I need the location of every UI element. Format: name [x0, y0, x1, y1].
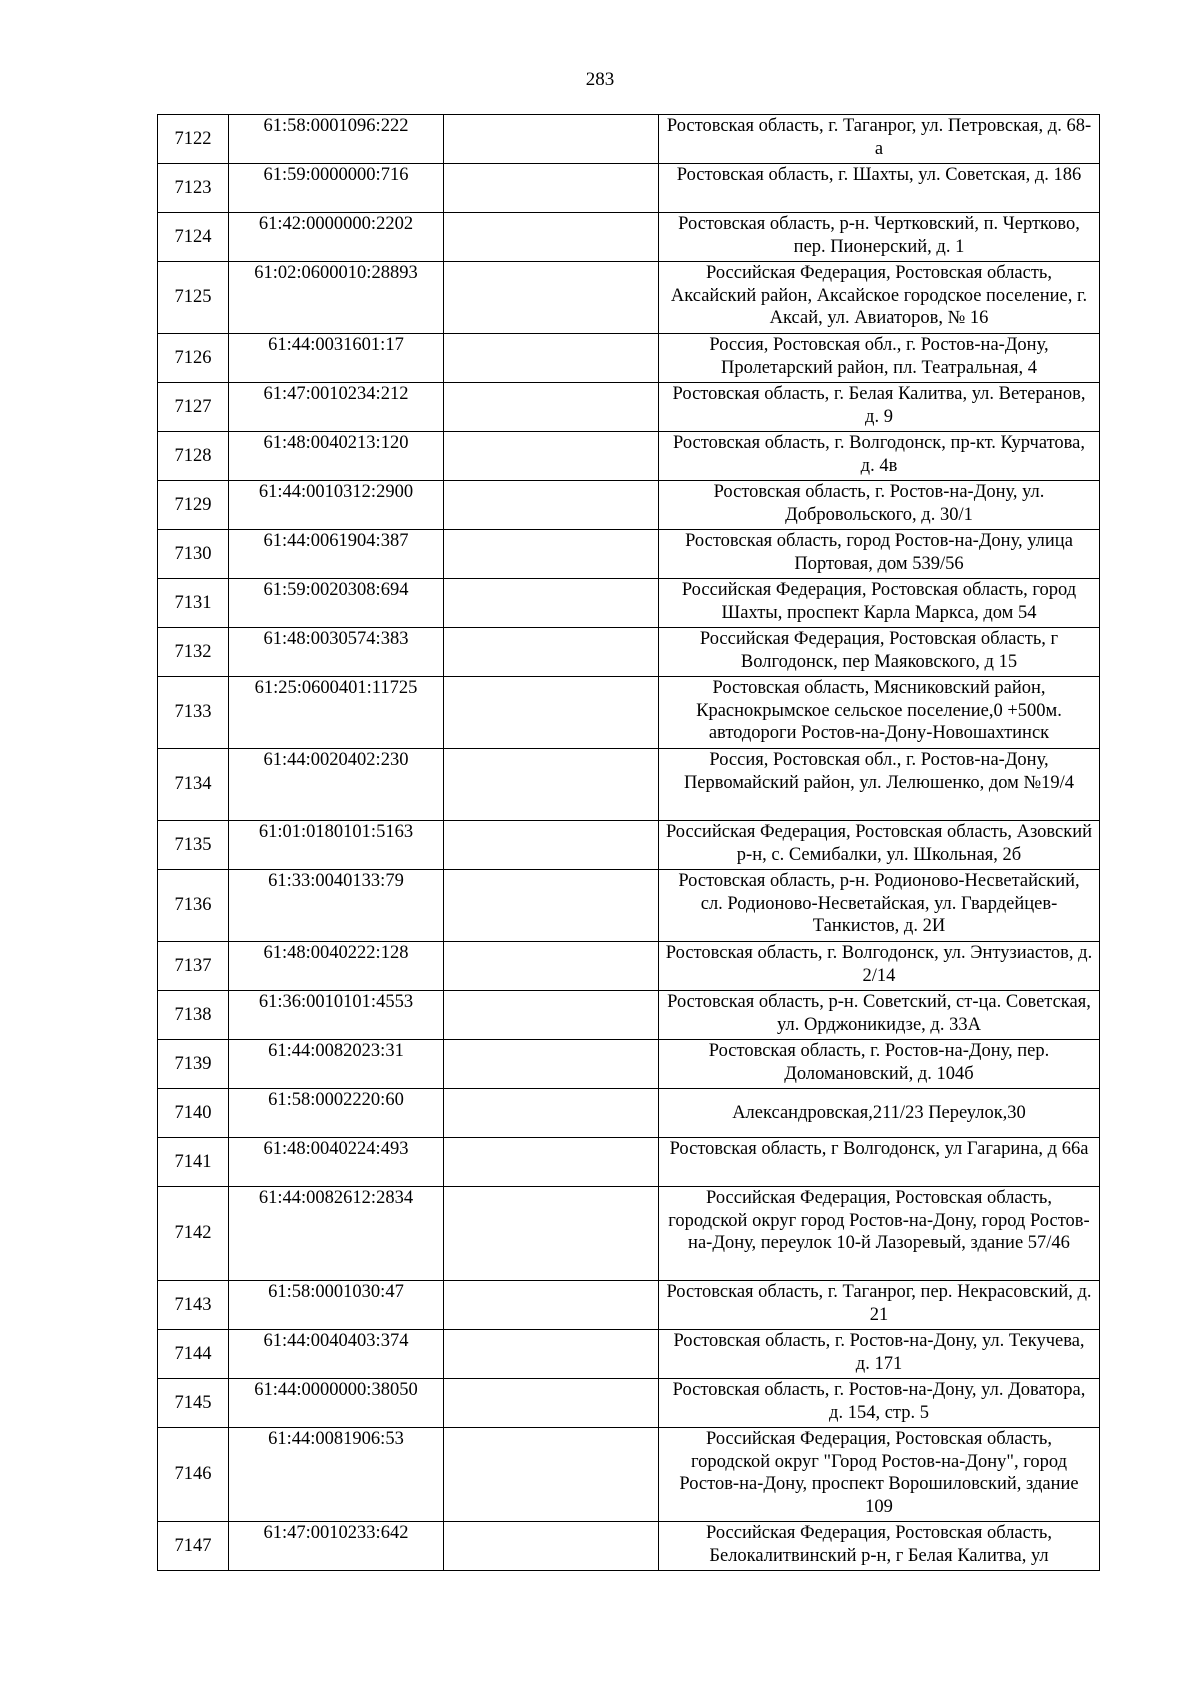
empty-cell	[444, 749, 659, 821]
table-row	[158, 530, 1100, 579]
address: Российская Федерация, Ростовская область, Азовский р-н, с. Семибалки, ул. Школьная, 2б	[659, 821, 1100, 870]
cadastral-number: 61:33:0040133:79	[229, 870, 444, 942]
empty-cell	[444, 677, 659, 749]
cadastral-number: 61:25:0600401:11725	[229, 677, 444, 749]
address: Российская Федерация, Ростовская область, Аксайский район, Аксайское городское поселение, г. Аксай, ул. Авиаторов, № 16	[659, 262, 1100, 334]
cadastral-number: 61:44:0081906:53	[229, 1428, 444, 1522]
cadastral-number: 61:44:0061904:387	[229, 530, 444, 579]
row-number: 7123	[158, 164, 229, 213]
property-registry-table	[157, 114, 1100, 1571]
cadastral-number: 61:48:0030574:383	[229, 628, 444, 677]
cadastral-number: 61:01:0180101:5163	[229, 821, 444, 870]
cadastral-number: 61:59:0000000:716	[229, 164, 444, 213]
table-row	[158, 1187, 1100, 1281]
table-row	[158, 1522, 1100, 1571]
table-row	[158, 1281, 1100, 1330]
row-number: 7126	[158, 334, 229, 383]
row-number: 7137	[158, 942, 229, 991]
table-row	[158, 821, 1100, 870]
address: Россия, Ростовская обл., г. Ростов-на-Дону, Пролетарский район, пл. Театральная, 4	[659, 334, 1100, 383]
table-row	[158, 432, 1100, 481]
empty-cell	[444, 628, 659, 677]
cadastral-number: 61:44:0000000:38050	[229, 1379, 444, 1428]
cadastral-number: 61:47:0010234:212	[229, 383, 444, 432]
empty-cell	[444, 991, 659, 1040]
table-row	[158, 115, 1100, 164]
cadastral-number: 61:47:0010233:642	[229, 1522, 444, 1571]
row-number: 7143	[158, 1281, 229, 1330]
row-number: 7134	[158, 749, 229, 821]
row-number: 7122	[158, 115, 229, 164]
table-row	[158, 677, 1100, 749]
table-row	[158, 334, 1100, 383]
row-number: 7129	[158, 481, 229, 530]
page-number: 283	[585, 69, 615, 90]
table-row	[158, 749, 1100, 821]
row-number: 7138	[158, 991, 229, 1040]
empty-cell	[444, 481, 659, 530]
row-number: 7127	[158, 383, 229, 432]
row-number: 7145	[158, 1379, 229, 1428]
cadastral-number: 61:44:0031601:17	[229, 334, 444, 383]
row-number: 7124	[158, 213, 229, 262]
address: Ростовская область, р-н. Чертковский, п. Чертково, пер. Пионерский, д. 1	[659, 213, 1100, 262]
row-number: 7142	[158, 1187, 229, 1281]
address: Россия, Ростовская обл., г. Ростов-на-Дону, Первомайский район, ул. Лелюшенко, дом №19/4	[659, 749, 1100, 821]
cadastral-number: 61:44:0020402:230	[229, 749, 444, 821]
table-row	[158, 991, 1100, 1040]
address: Российская Федерация, Ростовская область, городской округ "Город Ростов-на-Дону", город Ростов-на-Дону, проспект Ворошиловский, здание 109	[659, 1428, 1100, 1522]
empty-cell	[444, 383, 659, 432]
address: Российская Федерация, Ростовская область, городской округ город Ростов-на-Дону, город Ростов-на-Дону, переулок 10-й Лазоревый, здание 57/46	[659, 1187, 1100, 1281]
cadastral-number: 61:48:0040224:493	[229, 1138, 444, 1187]
cadastral-number: 61:36:0010101:4553	[229, 991, 444, 1040]
empty-cell	[444, 1379, 659, 1428]
row-number: 7132	[158, 628, 229, 677]
empty-cell	[444, 1089, 659, 1138]
empty-cell	[444, 164, 659, 213]
empty-cell	[444, 870, 659, 942]
row-number: 7147	[158, 1522, 229, 1571]
row-number: 7141	[158, 1138, 229, 1187]
address: Российская Федерация, Ростовская область, город Шахты, проспект Карла Маркса, дом 54	[659, 579, 1100, 628]
cadastral-number: 61:44:0040403:374	[229, 1330, 444, 1379]
address: Ростовская область, г Волгодонск, ул Гагарина, д 66а	[659, 1138, 1100, 1187]
table-row	[158, 262, 1100, 334]
row-number: 7139	[158, 1040, 229, 1089]
cadastral-number: 61:44:0082612:2834	[229, 1187, 444, 1281]
address: Ростовская область, г. Волгодонск, пр-кт. Курчатова, д. 4в	[659, 432, 1100, 481]
table-row	[158, 1330, 1100, 1379]
empty-cell	[444, 1281, 659, 1330]
table-row	[158, 164, 1100, 213]
row-number: 7135	[158, 821, 229, 870]
row-number: 7133	[158, 677, 229, 749]
table-row	[158, 579, 1100, 628]
row-number: 7131	[158, 579, 229, 628]
empty-cell	[444, 1428, 659, 1522]
address: Александровская,211/23 Переулок,30	[659, 1089, 1100, 1138]
cadastral-number: 61:58:0001096:222	[229, 115, 444, 164]
address: Ростовская область, г. Шахты, ул. Советская, д. 186	[659, 164, 1100, 213]
address: Ростовская область, г. Ростов-на-Дону, ул. Добровольского, д. 30/1	[659, 481, 1100, 530]
table-row	[158, 1138, 1100, 1187]
address: Ростовская область, Мясниковский район, Краснокрымское сельское поселение,0 +500м. автодороги Ростов-на-Дону-Новошахтинск	[659, 677, 1100, 749]
address: Ростовская область, р-н. Советский, ст-ца. Советская, ул. Орджоникидзе, д. 33А	[659, 991, 1100, 1040]
table-row	[158, 942, 1100, 991]
address: Ростовская область, г. Белая Калитва, ул. Ветеранов, д. 9	[659, 383, 1100, 432]
cadastral-number: 61:42:0000000:2202	[229, 213, 444, 262]
table-row	[158, 1040, 1100, 1089]
row-number: 7125	[158, 262, 229, 334]
address: Ростовская область, р-н. Родионово-Несветайский, сл. Родионово-Несветайская, ул. Гвардейцев-Танкистов, д. 2И	[659, 870, 1100, 942]
address: Ростовская область, г. Ростов-на-Дону, пер. Доломановский, д. 104б	[659, 1040, 1100, 1089]
row-number: 7144	[158, 1330, 229, 1379]
cadastral-number: 61:44:0082023:31	[229, 1040, 444, 1089]
address: Российская Федерация, Ростовская область, г Волгодонск, пер Маяковского, д 15	[659, 628, 1100, 677]
cadastral-number: 61:02:0600010:28893	[229, 262, 444, 334]
cadastral-number: 61:58:0002220:60	[229, 1089, 444, 1138]
empty-cell	[444, 821, 659, 870]
row-number: 7130	[158, 530, 229, 579]
row-number: 7146	[158, 1428, 229, 1522]
address: Ростовская область, г. Волгодонск, ул. Энтузиастов, д. 2/14	[659, 942, 1100, 991]
address: Ростовская область, г. Ростов-на-Дону, ул. Доватора, д. 154, стр. 5	[659, 1379, 1100, 1428]
empty-cell	[444, 1187, 659, 1281]
empty-cell	[444, 334, 659, 383]
address: Ростовская область, г. Таганрог, ул. Петровская, д. 68-а	[659, 115, 1100, 164]
empty-cell	[444, 1040, 659, 1089]
address: Ростовская область, город Ростов-на-Дону, улица Портовая, дом 539/56	[659, 530, 1100, 579]
table-row	[158, 1379, 1100, 1428]
table-row	[158, 213, 1100, 262]
empty-cell	[444, 262, 659, 334]
empty-cell	[444, 213, 659, 262]
empty-cell	[444, 530, 659, 579]
empty-cell	[444, 942, 659, 991]
row-number: 7136	[158, 870, 229, 942]
cadastral-number: 61:59:0020308:694	[229, 579, 444, 628]
empty-cell	[444, 1330, 659, 1379]
table-row	[158, 628, 1100, 677]
cadastral-number: 61:44:0010312:2900	[229, 481, 444, 530]
cadastral-number: 61:48:0040222:128	[229, 942, 444, 991]
row-number: 7140	[158, 1089, 229, 1138]
table-row	[158, 870, 1100, 942]
empty-cell	[444, 579, 659, 628]
cadastral-number: 61:48:0040213:120	[229, 432, 444, 481]
table-row	[158, 1428, 1100, 1522]
address: Ростовская область, г. Таганрог, пер. Некрасовский, д. 21	[659, 1281, 1100, 1330]
row-number: 7128	[158, 432, 229, 481]
empty-cell	[444, 1138, 659, 1187]
address: Ростовская область, г. Ростов-на-Дону, ул. Текучева, д. 171	[659, 1330, 1100, 1379]
cadastral-number: 61:58:0001030:47	[229, 1281, 444, 1330]
table-row	[158, 383, 1100, 432]
empty-cell	[444, 115, 659, 164]
table-row	[158, 1089, 1100, 1138]
table-row	[158, 481, 1100, 530]
empty-cell	[444, 1522, 659, 1571]
empty-cell	[444, 432, 659, 481]
address: Российская Федерация, Ростовская область, Белокалитвинский р-н, г Белая Калитва, ул	[659, 1522, 1100, 1571]
